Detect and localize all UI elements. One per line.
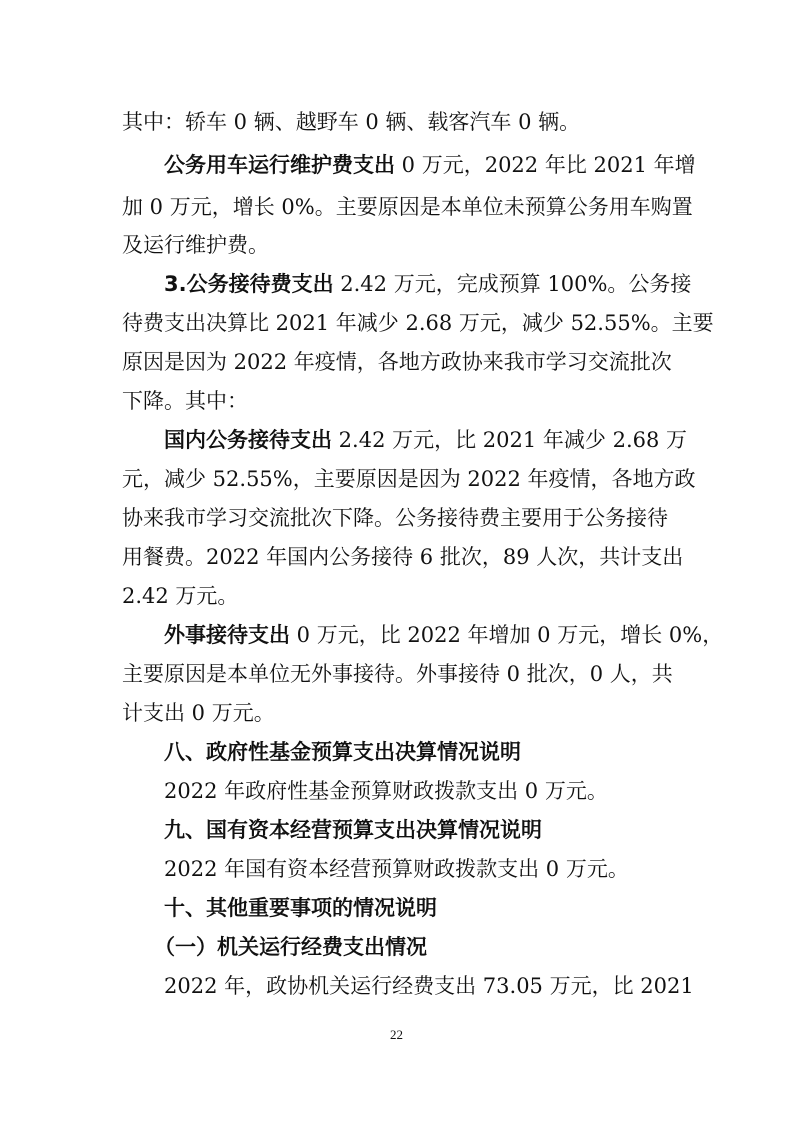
line-4-text: 及运行维护费。 xyxy=(122,233,269,257)
line-14-bold: 外事接待支出 xyxy=(164,623,290,647)
section-heading-8 xyxy=(164,732,684,772)
line-5-bold: 3.公务接待费支出 xyxy=(164,272,334,296)
section-heading-8-text: 八、政府性基金预算支出决算情况说明 xyxy=(164,740,521,764)
line-14-text: 0 万元，比 2022 年增加 0 万元，增长 0%， xyxy=(290,623,724,647)
line-8-text: 下降。其中： xyxy=(122,389,248,413)
section-heading-9-text: 九、国有资本经营预算支出决算情况说明 xyxy=(164,818,542,842)
line-5-text: 2.42 万元，完成预算 100%。公务接 xyxy=(333,272,692,296)
text-line-7 xyxy=(122,342,682,382)
section-heading-10 xyxy=(164,888,684,928)
text-line-8 xyxy=(122,381,682,421)
text-line-13 xyxy=(122,576,682,616)
subsection-heading-1 xyxy=(154,927,684,967)
line-9-text: 2.42 万元，比 2021 年减少 2.68 万 xyxy=(332,428,688,452)
text-line-14 xyxy=(164,615,724,655)
text-line-15 xyxy=(122,654,682,694)
line-23-text: 2022 年，政协机关运行经费支出 73.05 万元，比 2021 xyxy=(164,974,694,998)
line-9-bold: 国内公务接待支出 xyxy=(164,428,332,452)
text-line-20 xyxy=(164,849,684,889)
line-20-text: 2022 年国有资本经营预算财政拨款支出 0 万元。 xyxy=(164,857,629,881)
line-1-text: 其中：轿车 0 辆、越野车 0 辆、载客汽车 0 辆。 xyxy=(122,110,581,134)
line-16-text: 计支出 0 万元。 xyxy=(122,701,275,725)
text-line-5 xyxy=(164,264,692,304)
line-6-text: 待费支出决算比 2021 年减少 2.68 万元，减少 52.55%。主要 xyxy=(122,311,714,335)
line-10-text: 元，减少 52.55%，主要原因是因为 2022 年疫情，各地方政 xyxy=(122,467,696,491)
text-line-4 xyxy=(122,225,682,265)
subsection-heading-1-text: （一）机关运行经费支出情况 xyxy=(154,935,427,959)
line-12-text: 用餐费。2022 年国内公务接待 6 批次，89 人次，共计支出 xyxy=(122,545,684,569)
line-7-text: 原因是因为 2022 年疫情，各地方政协来我市学习交流批次 xyxy=(122,350,672,374)
line-13-text: 2.42 万元。 xyxy=(122,584,239,608)
text-line-6 xyxy=(122,303,714,343)
text-line-23 xyxy=(164,966,694,1006)
text-line-2 xyxy=(164,145,696,185)
text-line-9 xyxy=(164,420,688,460)
line-2-bold: 公务用车运行维护费支出 xyxy=(164,153,395,177)
line-15-text: 主要原因是本单位无外事接待。外事接待 0 批次，0 人，共 xyxy=(122,662,673,686)
text-line-12 xyxy=(122,537,682,577)
page-number: 22 xyxy=(390,1027,403,1042)
text-line-18 xyxy=(164,771,684,811)
text-line-1 xyxy=(122,102,682,142)
section-heading-10-text: 十、其他重要事项的情况说明 xyxy=(164,896,437,920)
line-18-text: 2022 年政府性基金预算财政拨款支出 0 万元。 xyxy=(164,779,608,803)
line-3-text: 加 0 万元，增长 0%。主要原因是本单位未预算公务用车购置 xyxy=(122,195,693,219)
text-line-16 xyxy=(122,693,682,733)
section-heading-9 xyxy=(164,810,684,850)
line-11-text: 协来我市学习交流批次下降。公务接待费主要用于公务接待 xyxy=(122,506,668,530)
line-2-text: 0 万元，2022 年比 2021 年增 xyxy=(395,153,696,177)
text-line-10 xyxy=(122,459,696,499)
text-line-3 xyxy=(122,187,693,227)
text-line-11 xyxy=(122,498,682,538)
